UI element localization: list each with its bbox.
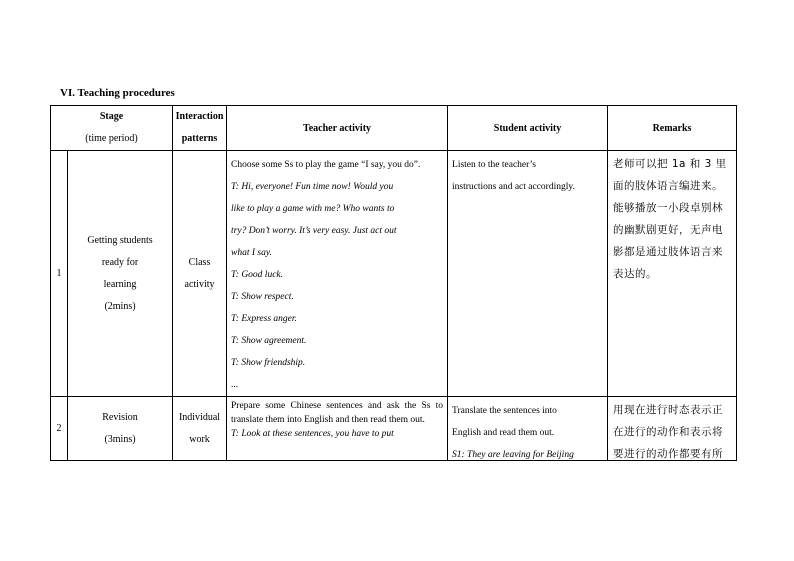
row-number: 1 xyxy=(51,151,68,397)
teacher-line: T: Look at these sentences, you have to put xyxy=(231,429,394,439)
student-line: English and read them out. xyxy=(452,428,555,438)
teacher-line: T: Good luck. xyxy=(231,270,283,280)
header-teacher-activity: Teacher activity xyxy=(227,106,448,151)
stage-text: Revision xyxy=(102,411,138,423)
remarks-cell xyxy=(608,151,737,397)
interaction-text: Individual xyxy=(178,411,221,423)
stage-time: (2mins) xyxy=(104,300,136,312)
teacher-line: like to play a game with me? Who wants to xyxy=(231,204,395,214)
header-interaction-sublabel: patterns xyxy=(181,133,218,144)
stage-time: (3mins) xyxy=(104,433,136,445)
student-line: Translate the sentences into xyxy=(452,406,557,416)
teaching-procedures-table xyxy=(50,105,737,461)
teacher-line: what I say. xyxy=(231,248,272,258)
interaction-cell xyxy=(173,151,227,397)
teacher-line: Choose some Ss to play the game “I say, you do”. xyxy=(231,160,421,170)
interaction-text: activity xyxy=(184,278,215,290)
interaction-text: work xyxy=(189,433,210,445)
teacher-line: T: Show agreement. xyxy=(231,336,307,346)
header-stage xyxy=(51,106,173,151)
section-title: VI. Teaching procedures xyxy=(60,87,175,99)
remarks-line: 能够播放一小段卓别林 xyxy=(613,202,724,214)
header-stage-label: Stage xyxy=(99,111,124,122)
remarks-line: 用现在进行时态表示正 xyxy=(613,404,724,416)
row-number: 2 xyxy=(51,397,68,461)
student-activity-cell xyxy=(448,151,608,397)
remarks-line: 老师可以把 1a 和 3 里 xyxy=(613,158,727,170)
student-line: instructions and act accordingly. xyxy=(452,182,575,192)
teacher-line: try? Don’t worry. It’s very easy. Just act out xyxy=(231,226,397,236)
student-line: Listen to the teacher’s xyxy=(452,160,536,170)
remarks-line: 表达的。 xyxy=(613,268,658,280)
stage-text: Getting students xyxy=(87,234,153,246)
remarks-line: 影都是通过肢体语言来 xyxy=(613,246,724,258)
stage-cell xyxy=(68,151,173,397)
header-interaction xyxy=(173,106,227,151)
stage-text: ready for xyxy=(101,256,139,268)
teacher-line: T: Express anger. xyxy=(231,314,297,324)
stage-text: learning xyxy=(103,278,137,290)
header-remarks: Remarks xyxy=(608,106,737,151)
header-stage-sublabel: (time period) xyxy=(85,133,138,144)
remarks-line: 在进行的动作和表示将 xyxy=(613,426,724,438)
header-row xyxy=(51,106,737,151)
teacher-line: T: Show friendship. xyxy=(231,358,306,368)
remarks-line: 要进行的动作都要有所 xyxy=(613,448,724,459)
teacher-activity-cell xyxy=(227,151,448,397)
table-row xyxy=(51,151,737,397)
student-activity-cell xyxy=(448,397,608,461)
teacher-line: T: Show respect. xyxy=(231,292,294,302)
stage-cell xyxy=(68,397,173,461)
table-row xyxy=(51,397,737,461)
teacher-line: ... xyxy=(231,380,239,390)
remarks-line: 的幽默剧更好，无声电 xyxy=(613,224,724,236)
teacher-activity-cell xyxy=(227,397,448,461)
teacher-line: T: Hi, everyone! Fun time now! Would you xyxy=(231,182,394,192)
student-line: S1: They are leaving for Beijing xyxy=(452,450,574,460)
header-student-activity: Student activity xyxy=(448,106,608,151)
interaction-text: Class xyxy=(188,256,211,268)
header-interaction-label: Interaction xyxy=(175,111,224,122)
remarks-line: 面的肢体语言编进来。 xyxy=(613,180,724,192)
interaction-cell xyxy=(173,397,227,461)
remarks-cell xyxy=(608,397,737,461)
teacher-instructions: Prepare some Chinese sentences and ask the Ss to translate them into English and then read them out. xyxy=(231,401,444,425)
